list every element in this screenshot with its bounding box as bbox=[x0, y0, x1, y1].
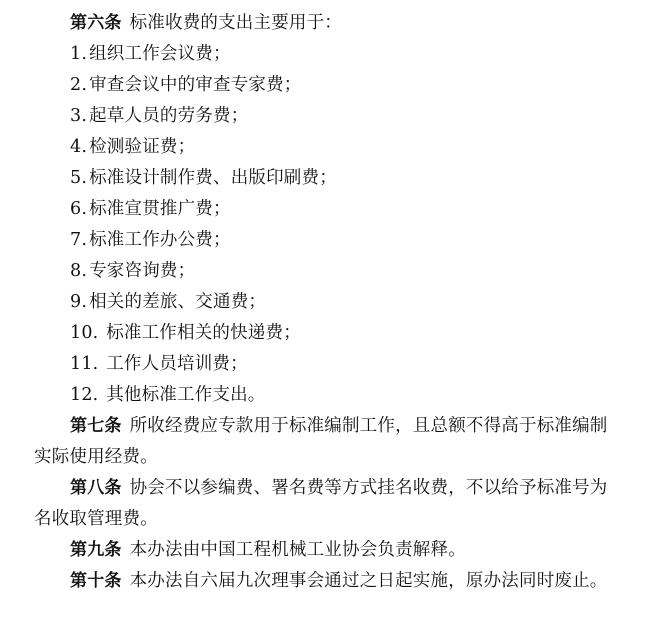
list-item bbox=[0, 380, 650, 411]
list-item bbox=[0, 70, 650, 101]
document-body bbox=[0, 8, 650, 597]
item-number: 7. bbox=[70, 230, 88, 250]
item-text: 标准设计制作费、出版印刷费； bbox=[89, 168, 337, 188]
article-10 bbox=[0, 566, 650, 597]
item-text: 标准工作办公费； bbox=[89, 230, 231, 250]
item-number: 1. bbox=[70, 44, 88, 64]
article-text: 所收经费应专款用于标准编制工作，且总额不得高于标准编制 bbox=[129, 416, 608, 436]
article-label: 第六条 bbox=[70, 13, 122, 33]
item-number: 4. bbox=[70, 137, 88, 157]
item-number: 2. bbox=[70, 75, 88, 95]
list-item bbox=[0, 132, 650, 163]
list-item bbox=[0, 318, 650, 349]
item-number: 12. bbox=[70, 385, 99, 405]
item-text: 检测验证费； bbox=[89, 137, 196, 157]
list-item bbox=[0, 287, 650, 318]
list-item bbox=[0, 101, 650, 132]
item-text: 标准工作相关的快递费； bbox=[100, 323, 301, 343]
article-text: 本办法由中国工程机械工业协会负责解释。 bbox=[129, 540, 466, 560]
item-text: 组织工作会议费； bbox=[89, 44, 231, 64]
article-text: 标准收费的支出主要用于： bbox=[129, 13, 343, 33]
list-item bbox=[0, 256, 650, 287]
item-text: 专家咨询费； bbox=[89, 261, 196, 281]
item-number: 11. bbox=[70, 354, 99, 374]
article-label: 第七条 bbox=[70, 416, 122, 436]
item-text: 工作人员培训费； bbox=[100, 354, 248, 374]
item-number: 3. bbox=[70, 106, 88, 126]
article-label: 第九条 bbox=[70, 540, 122, 560]
item-text: 审查会议中的审查专家费； bbox=[89, 75, 302, 95]
article-label: 第八条 bbox=[70, 478, 122, 498]
item-number: 8. bbox=[70, 261, 88, 281]
item-number: 9. bbox=[70, 292, 88, 312]
article-9 bbox=[0, 535, 650, 566]
article-label: 第十条 bbox=[70, 571, 122, 591]
article-6-heading bbox=[0, 8, 650, 39]
item-text: 起草人员的劳务费； bbox=[89, 106, 249, 126]
article-7-line-1 bbox=[0, 411, 650, 442]
article-7-line-2: 实际使用经费。 bbox=[34, 447, 158, 467]
item-number: 6. bbox=[70, 199, 88, 219]
article-8-line-2: 名收取管理费。 bbox=[34, 509, 158, 529]
item-number: 5. bbox=[70, 168, 88, 188]
item-number: 10. bbox=[70, 323, 99, 343]
list-item bbox=[0, 194, 650, 225]
article-text: 本办法自六届九次理事会通过之日起实施，原办法同时废止。 bbox=[129, 571, 608, 591]
item-text: 标准宣贯推广费； bbox=[89, 199, 231, 219]
list-item bbox=[0, 163, 650, 194]
list-item bbox=[0, 225, 650, 256]
article-text: 协会不以参编费、署名费等方式挂名收费，不以给予标准号为 bbox=[129, 478, 608, 498]
list-item bbox=[0, 39, 650, 70]
list-item bbox=[0, 349, 650, 380]
item-text: 相关的差旅、交通费； bbox=[89, 292, 267, 312]
item-text: 其他标准工作支出。 bbox=[100, 385, 266, 405]
article-8-line-1 bbox=[0, 473, 650, 504]
